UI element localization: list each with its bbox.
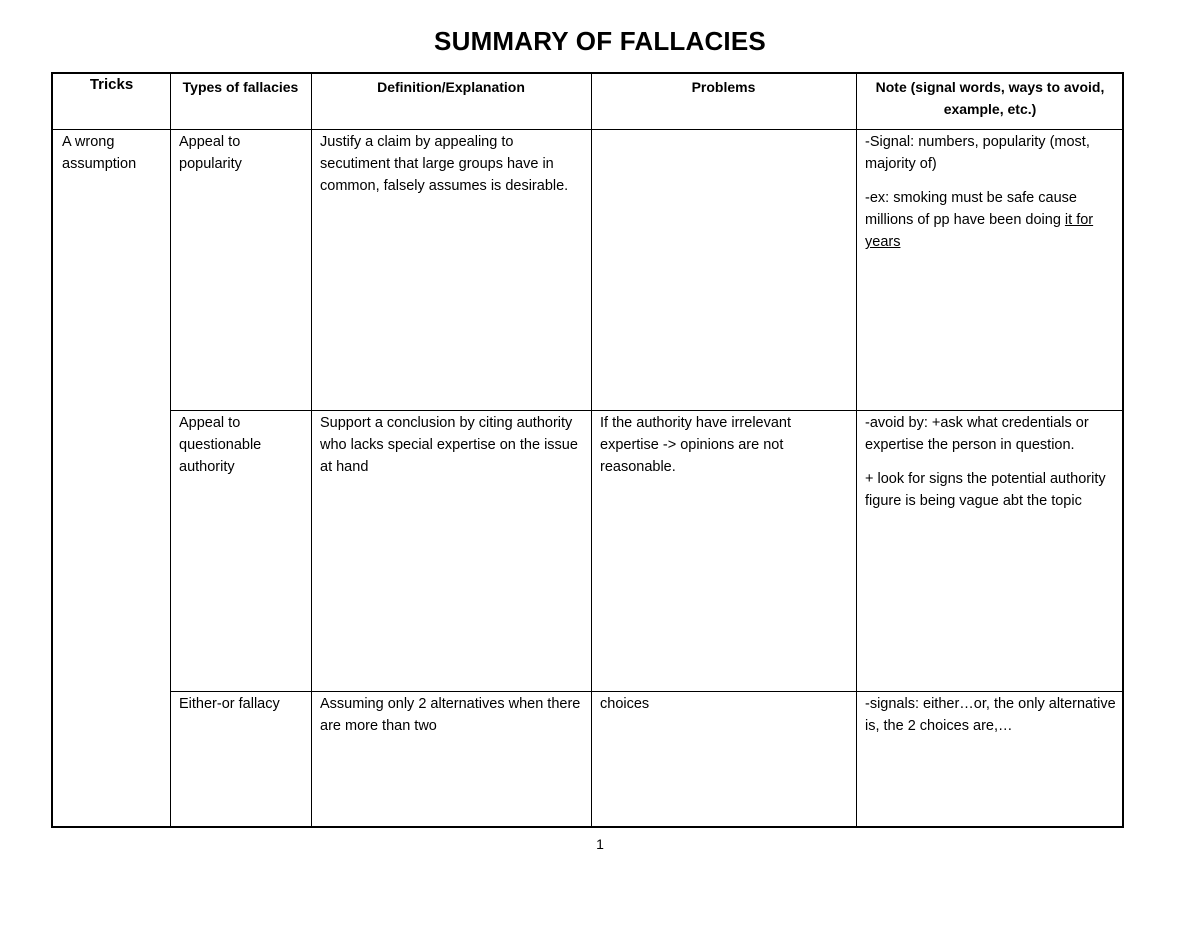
- row-divider: [53, 129, 1122, 130]
- row-divider: [170, 691, 1122, 692]
- header-note-line1: Note (signal words, ways to avoid,: [875, 79, 1105, 95]
- header-note-line2: example, etc.): [943, 101, 1037, 117]
- row3-note: -signals: either…or, the only alternative is, the 2 choices are,…: [865, 696, 1116, 734]
- header-definition: Definition/Explanation: [377, 79, 525, 95]
- column-divider: [311, 74, 312, 826]
- row1-note-example-underlined: it for years: [865, 212, 1094, 250]
- row1-note: [865, 131, 1120, 253]
- fallacies-table: [51, 72, 1124, 828]
- column-divider: [591, 74, 592, 826]
- column-divider: [170, 74, 171, 826]
- header-tricks: Tricks: [89, 76, 134, 93]
- row1-note-example-text: -ex: smoking must be safe cause millions of pp have been doing: [865, 190, 1077, 228]
- row2-type: Appeal to questionable authority: [179, 415, 262, 475]
- row-divider: [170, 410, 1122, 411]
- row1-note-signal: -Signal: numbers, popularity (most, majority of): [865, 134, 1090, 172]
- page-title: SUMMARY OF FALLACIES: [434, 26, 766, 56]
- row2-definition: Support a conclusion by citing authority who lacks special expertise on the issue at hand: [320, 415, 578, 475]
- row2-note: [865, 412, 1120, 512]
- row2-problems: If the authority have irrelevant expertise -> opinions are not reasonable.: [600, 415, 792, 475]
- row3-definition: Assuming only 2 alternatives when there are more than two: [320, 696, 581, 734]
- page-number: 1: [596, 836, 604, 852]
- row3-problems: choices: [600, 696, 650, 712]
- column-divider: [856, 74, 857, 826]
- header-types: Types of fallacies: [182, 79, 299, 95]
- row1-note-example: [865, 187, 1120, 253]
- header-problems: Problems: [691, 79, 756, 95]
- header-note: [856, 76, 1124, 120]
- row1-definition: Justify a claim by appealing to secutiment that large groups have in common, falsely assumes is desirable.: [320, 134, 569, 194]
- tricks-cell: A wrong assumption: [62, 134, 137, 172]
- row1-type: Appeal to popularity: [179, 134, 242, 172]
- row2-note-look: + look for signs the potential authority figure is being vague abt the topic: [865, 471, 1106, 509]
- row2-note-avoid: -avoid by: +ask what credentials or expertise the person in question.: [865, 415, 1089, 453]
- row3-type: Either-or fallacy: [179, 696, 280, 712]
